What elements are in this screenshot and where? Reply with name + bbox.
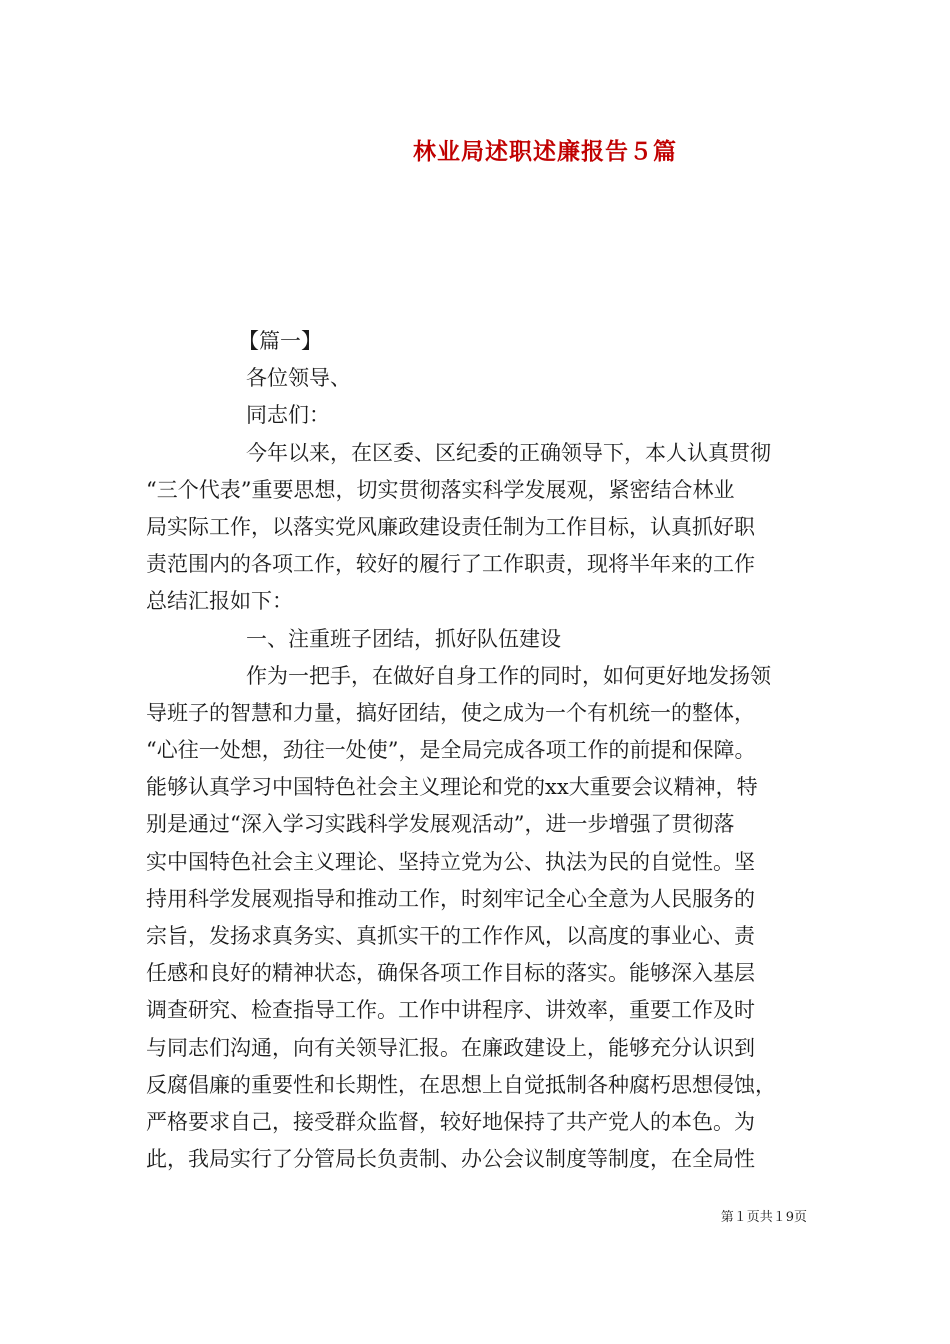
paragraph-line: 总结汇报如下： [146, 589, 293, 614]
paragraph-line: “三个代表”重要思想，切实贯彻落实科学发展观，紧密结合林业 [146, 477, 735, 502]
salutation-line: 同志们： [246, 403, 330, 428]
paragraph-line: 实中国特色社会主义理论、坚持立党为公、执法为民的自觉性。坚 [146, 849, 755, 874]
paragraph-line: 与同志们沟通，向有关领导汇报。在廉政建设上，能够充分认识到 [146, 1035, 755, 1060]
document-title: 林业局述职述廉报告５篇 [413, 138, 677, 165]
paragraph-line: 持用科学发展观指导和推动工作，时刻牢记全心全意为人民服务的 [146, 886, 755, 911]
paragraph-line: 任感和良好的精神状态，确保各项工作目标的落实。能够深入基层 [146, 961, 755, 986]
paragraph-line: 作为一把手，在做好自身工作的同时，如何更好地发扬领 [246, 663, 771, 688]
paragraph-line: 导班子的智慧和力量，搞好团结，使之成为一个有机统一的整体， [146, 700, 755, 725]
section-heading: 一、注重班子团结，抓好队伍建设 [246, 626, 561, 651]
salutation-line: 各位领导、 [246, 366, 351, 391]
paragraph-line: 此，我局实行了分管局长负责制、办公会议制度等制度，在全局性 [146, 1147, 755, 1172]
paragraph-line: 能够认真学习中国特色社会主义理论和党的xx大重要会议精神，特 [146, 775, 758, 800]
paragraph-line: 别是通过“深入学习实践科学发展观活动”，进一步增强了贯彻落 [146, 812, 735, 837]
paragraph-line: 责范围内的各项工作，较好的履行了工作职责，现将半年来的工作 [146, 552, 755, 577]
page-number-footer: 第１页共１9页 [720, 1210, 807, 1225]
paragraph-line: 严格要求自己，接受群众监督，较好地保持了共产党人的本色。为 [146, 1109, 755, 1134]
paragraph-line: 宗旨，发扬求真务实、真抓实干的工作作风，以高度的事业心、责 [146, 924, 755, 948]
section-label: 【篇一】 [238, 329, 322, 353]
paragraph-line: 局实际工作，以落实党风廉政建设责任制为工作目标，认真抓好职 [146, 514, 755, 539]
paragraph-line: “心往一处想，劲往一处使”，是全局完成各项工作的前提和保障。 [146, 738, 756, 763]
paragraph-line: 调查研究、检查指导工作。工作中讲程序、讲效率，重要工作及时 [146, 998, 755, 1023]
paragraph-line: 今年以来，在区委、区纪委的正确领导下，本人认真贯彻 [246, 440, 771, 465]
document-body [146, 323, 806, 1178]
paragraph-line: 反腐倡廉的重要性和长期性，在思想上自觉抵制各种腐朽思想侵蚀， [146, 1072, 776, 1097]
